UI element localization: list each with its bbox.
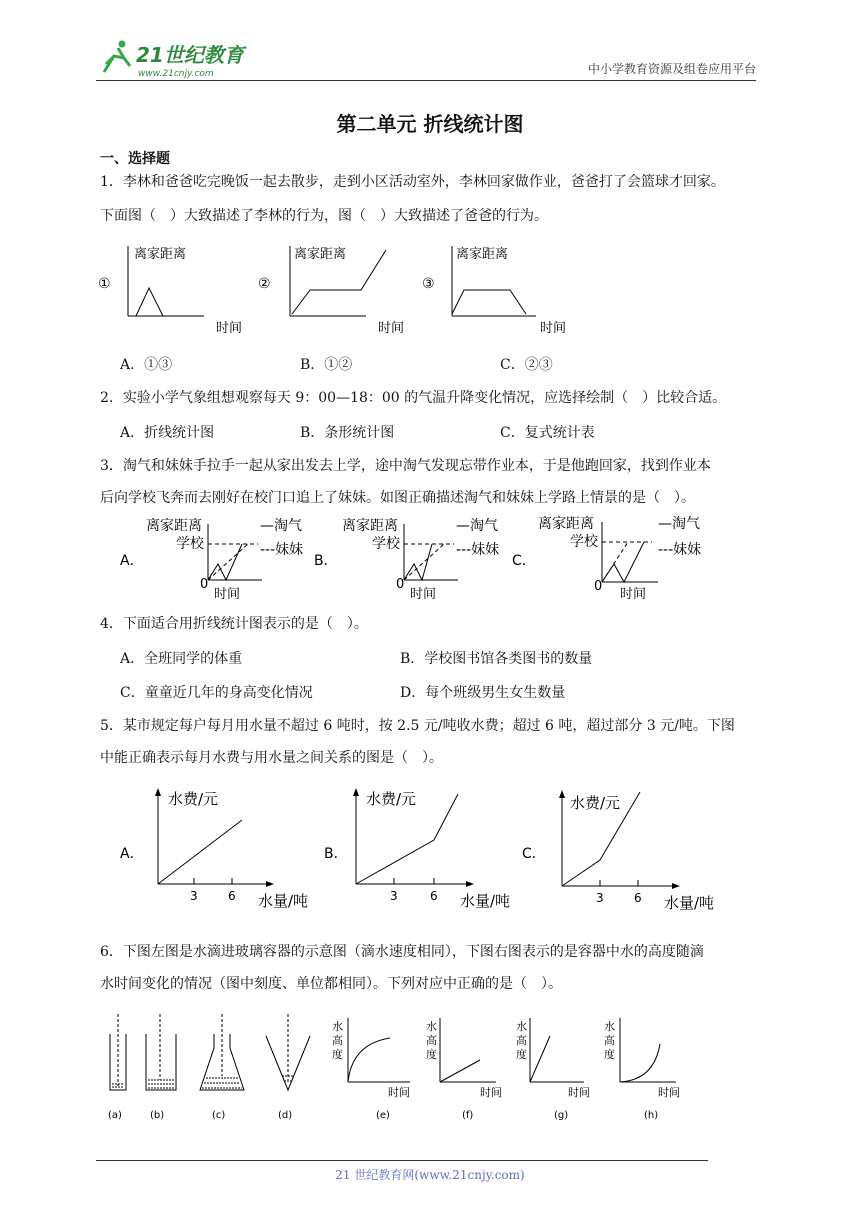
q5-ylabel-b: 水费/元 xyxy=(366,790,417,808)
q3-legend-meimei-c: ---妹妹 xyxy=(658,542,702,558)
logo-url: www.21cnjy.com xyxy=(138,69,214,79)
q3-line2: 后向学校飞奔而去刚好在校门口追上了妹妹。如图正确描述淘气和妹妹上学路上情景的是（ ）。 xyxy=(100,490,695,506)
q1-mark-3: ③ xyxy=(422,276,435,292)
q5-tick6-c: 6 xyxy=(634,891,642,905)
q1-line2: 下面图（ ）大致描述了李林的行为，图（ ）大致描述了爸爸的行为。 xyxy=(100,208,548,224)
q6-f-ylabel-1: 水 xyxy=(426,1020,437,1033)
q3-graph-c xyxy=(512,516,701,602)
q6-e-ylabel-2: 高 xyxy=(332,1034,343,1047)
q2-option-c[interactable]: C．复式统计表 xyxy=(500,425,595,441)
q6-container-a xyxy=(108,1014,126,1121)
q3-legend-taoqi-c: —淘气 xyxy=(658,516,700,532)
q1-ylabel-2: 离家距离 xyxy=(294,247,347,262)
q6-graph-e xyxy=(332,1018,410,1121)
q6-h-xlabel: 时间 xyxy=(658,1086,680,1099)
footer-text[interactable]: 21 世纪教育网(www.21cnjy.com) xyxy=(335,1168,525,1182)
q3-ylabel-b: 离家距离 xyxy=(342,518,398,534)
q3-legend-meimei-b: ---妹妹 xyxy=(456,542,500,558)
q6-g-ylabel-3: 度 xyxy=(516,1048,527,1061)
q6-label-a: (a) xyxy=(108,1110,122,1121)
q6-label-h: (h) xyxy=(644,1110,659,1121)
q5-ylabel-a: 水费/元 xyxy=(168,790,219,808)
q6-g-ylabel-1: 水 xyxy=(516,1020,527,1033)
q3-school-a: 学校 xyxy=(176,536,204,552)
q4-option-b[interactable]: B．学校图书馆各类图书的数量 xyxy=(400,651,593,667)
q3-legend-meimei-a: ---妹妹 xyxy=(260,542,304,558)
q5-tick3-b: 3 xyxy=(390,889,398,903)
q1-mark-2: ② xyxy=(258,276,271,292)
q6-container-b xyxy=(146,1014,176,1121)
q4-text: 4．下面适合用折线统计图表示的是（ ）。 xyxy=(100,616,368,632)
q1-graph-3 xyxy=(422,246,566,336)
q3-origin-b: 0 xyxy=(396,577,405,592)
q5-graphs xyxy=(118,782,738,912)
q1-xlabel-3: 时间 xyxy=(540,321,567,336)
q4-option-c[interactable]: C．童童近几年的身高变化情况 xyxy=(120,685,313,701)
q6-figures xyxy=(100,1010,700,1130)
q6-e-ylabel-3: 度 xyxy=(332,1048,343,1061)
q6-e-ylabel-1: 水 xyxy=(332,1020,343,1033)
q6-g-ylabel-2: 高 xyxy=(516,1034,527,1047)
q2-option-a[interactable]: A．折线统计图 xyxy=(120,425,215,441)
q5-graph-a xyxy=(120,788,308,910)
q6-h-ylabel-2: 高 xyxy=(604,1034,615,1047)
q6-graph-f xyxy=(426,1018,502,1121)
q3-letter-b: B． xyxy=(314,553,338,569)
q5-tick3-c: 3 xyxy=(596,891,604,905)
q1-ylabel-1: 离家距离 xyxy=(134,247,187,262)
runner-icon xyxy=(104,48,130,72)
q5-letter-b: B． xyxy=(324,846,348,862)
q3-graph-b xyxy=(314,518,499,602)
header-divider xyxy=(96,80,756,81)
section-heading: 一、选择题 xyxy=(100,151,170,167)
q5-xlabel-c: 水量/吨 xyxy=(664,894,715,912)
q5-tick6-b: 6 xyxy=(430,889,438,903)
q6-label-e: (e) xyxy=(376,1110,390,1121)
q6-container-c xyxy=(200,1014,244,1121)
q3-legend-taoqi-b: —淘气 xyxy=(456,518,498,534)
q6-f-ylabel-2: 高 xyxy=(426,1034,437,1047)
q3-graph-a xyxy=(120,518,303,602)
q3-ylabel-a: 离家距离 xyxy=(146,518,202,534)
q6-label-d: (d) xyxy=(278,1110,293,1121)
q1-graphs xyxy=(96,238,616,338)
q3-letter-c: C． xyxy=(512,553,536,569)
q6-container-d xyxy=(266,1014,310,1121)
q1-xlabel-1: 时间 xyxy=(216,321,243,336)
logo-text: 21世纪教育 xyxy=(136,43,244,67)
q5-graph-c xyxy=(522,790,714,912)
q1-option-b[interactable]: B．①② xyxy=(300,357,353,373)
q3-xlabel-c: 时间 xyxy=(620,587,647,602)
q1-ylabel-3: 离家距离 xyxy=(456,247,509,262)
q6-label-c: (c) xyxy=(212,1110,226,1121)
q3-school-b: 学校 xyxy=(372,536,400,552)
q5-tick6-a: 6 xyxy=(228,889,236,903)
q4-option-d[interactable]: D．每个班级男生女生数量 xyxy=(400,685,566,701)
q1-xlabel-2: 时间 xyxy=(378,321,405,336)
q5-tick3-a: 3 xyxy=(190,889,198,903)
q4-option-a[interactable]: A．全班同学的体重 xyxy=(120,651,243,667)
q5-letter-c: C． xyxy=(522,846,546,862)
q3-line1: 3．淘气和妹妹手拉手一起从家出发去上学，途中淘气发现忘带作业本，于是他跑回家，找到作业本 xyxy=(100,458,711,474)
q6-h-ylabel-1: 水 xyxy=(604,1020,615,1033)
q6-label-b: (b) xyxy=(150,1110,165,1121)
q6-label-g: (g) xyxy=(554,1110,569,1121)
q1-line1: 1．李林和爸爸吃完晚饭一起去散步，走到小区活动室外，李林回家做作业，爸爸打了会篮球才回家。 xyxy=(100,174,725,190)
q6-f-xlabel: 时间 xyxy=(480,1086,502,1099)
q6-g-xlabel: 时间 xyxy=(568,1086,590,1099)
q3-origin-c: 0 xyxy=(594,579,603,594)
q1-mark-1: ① xyxy=(98,276,111,292)
q3-graphs xyxy=(118,514,738,604)
q6-line1: 6．下图左图是水滴进玻璃容器的示意图（滴水速度相同），下图右图表示的是容器中水的高度随滴 xyxy=(100,944,704,960)
q5-xlabel-a: 水量/吨 xyxy=(258,892,309,910)
q6-f-ylabel-3: 度 xyxy=(426,1048,437,1061)
site-logo xyxy=(96,36,266,80)
q5-graph-b xyxy=(324,788,510,910)
q6-line2: 水时间变化的情况（图中刻度、单位都相同）。下列对应中正确的是（ ）。 xyxy=(100,976,562,992)
q3-xlabel-a: 时间 xyxy=(214,587,241,602)
q6-graph-g xyxy=(516,1018,590,1121)
q3-xlabel-b: 时间 xyxy=(410,587,437,602)
q6-label-f: (f) xyxy=(462,1110,474,1121)
q5-letter-a: A． xyxy=(120,846,144,862)
header-platform-text: 中小学教育资源及组卷应用平台 xyxy=(587,62,756,76)
q1-graph-2 xyxy=(258,246,404,336)
page-title: 第二单元 折线统计图 xyxy=(336,112,524,136)
q1-option-c[interactable]: C．②③ xyxy=(500,357,553,373)
q6-graph-h xyxy=(604,1018,680,1121)
q6-h-ylabel-3: 度 xyxy=(604,1048,615,1061)
q3-legend-taoqi-a: —淘气 xyxy=(260,518,302,534)
q3-school-c: 学校 xyxy=(570,534,598,550)
q6-e-xlabel: 时间 xyxy=(388,1086,410,1099)
q1-option-a[interactable]: A．①③ xyxy=(120,357,173,373)
q5-xlabel-b: 水量/吨 xyxy=(460,892,511,910)
q3-origin-a: 0 xyxy=(200,577,209,592)
q5-line2: 中能正确表示每月水费与用水量之间关系的图是（ ）。 xyxy=(100,750,443,766)
q5-ylabel-c: 水费/元 xyxy=(570,794,621,812)
q1-graph-1 xyxy=(98,246,242,336)
q2-option-b[interactable]: B．条形统计图 xyxy=(300,425,395,441)
q3-ylabel-c: 离家距离 xyxy=(538,516,594,532)
q5-line1: 5．某市规定每户每月用水量不超过 6 吨时，按 2.5 元/吨收水费；超过 6 吨，超过部分 3 元/吨。下图 xyxy=(100,718,735,734)
q2-text: 2．实验小学气象组想观察每天 9：00—18：00 的气温升降变化情况，应选择绘制（ ）比较合适。 xyxy=(100,390,727,406)
q3-letter-a: A． xyxy=(120,553,144,569)
footer-divider xyxy=(96,1160,708,1161)
